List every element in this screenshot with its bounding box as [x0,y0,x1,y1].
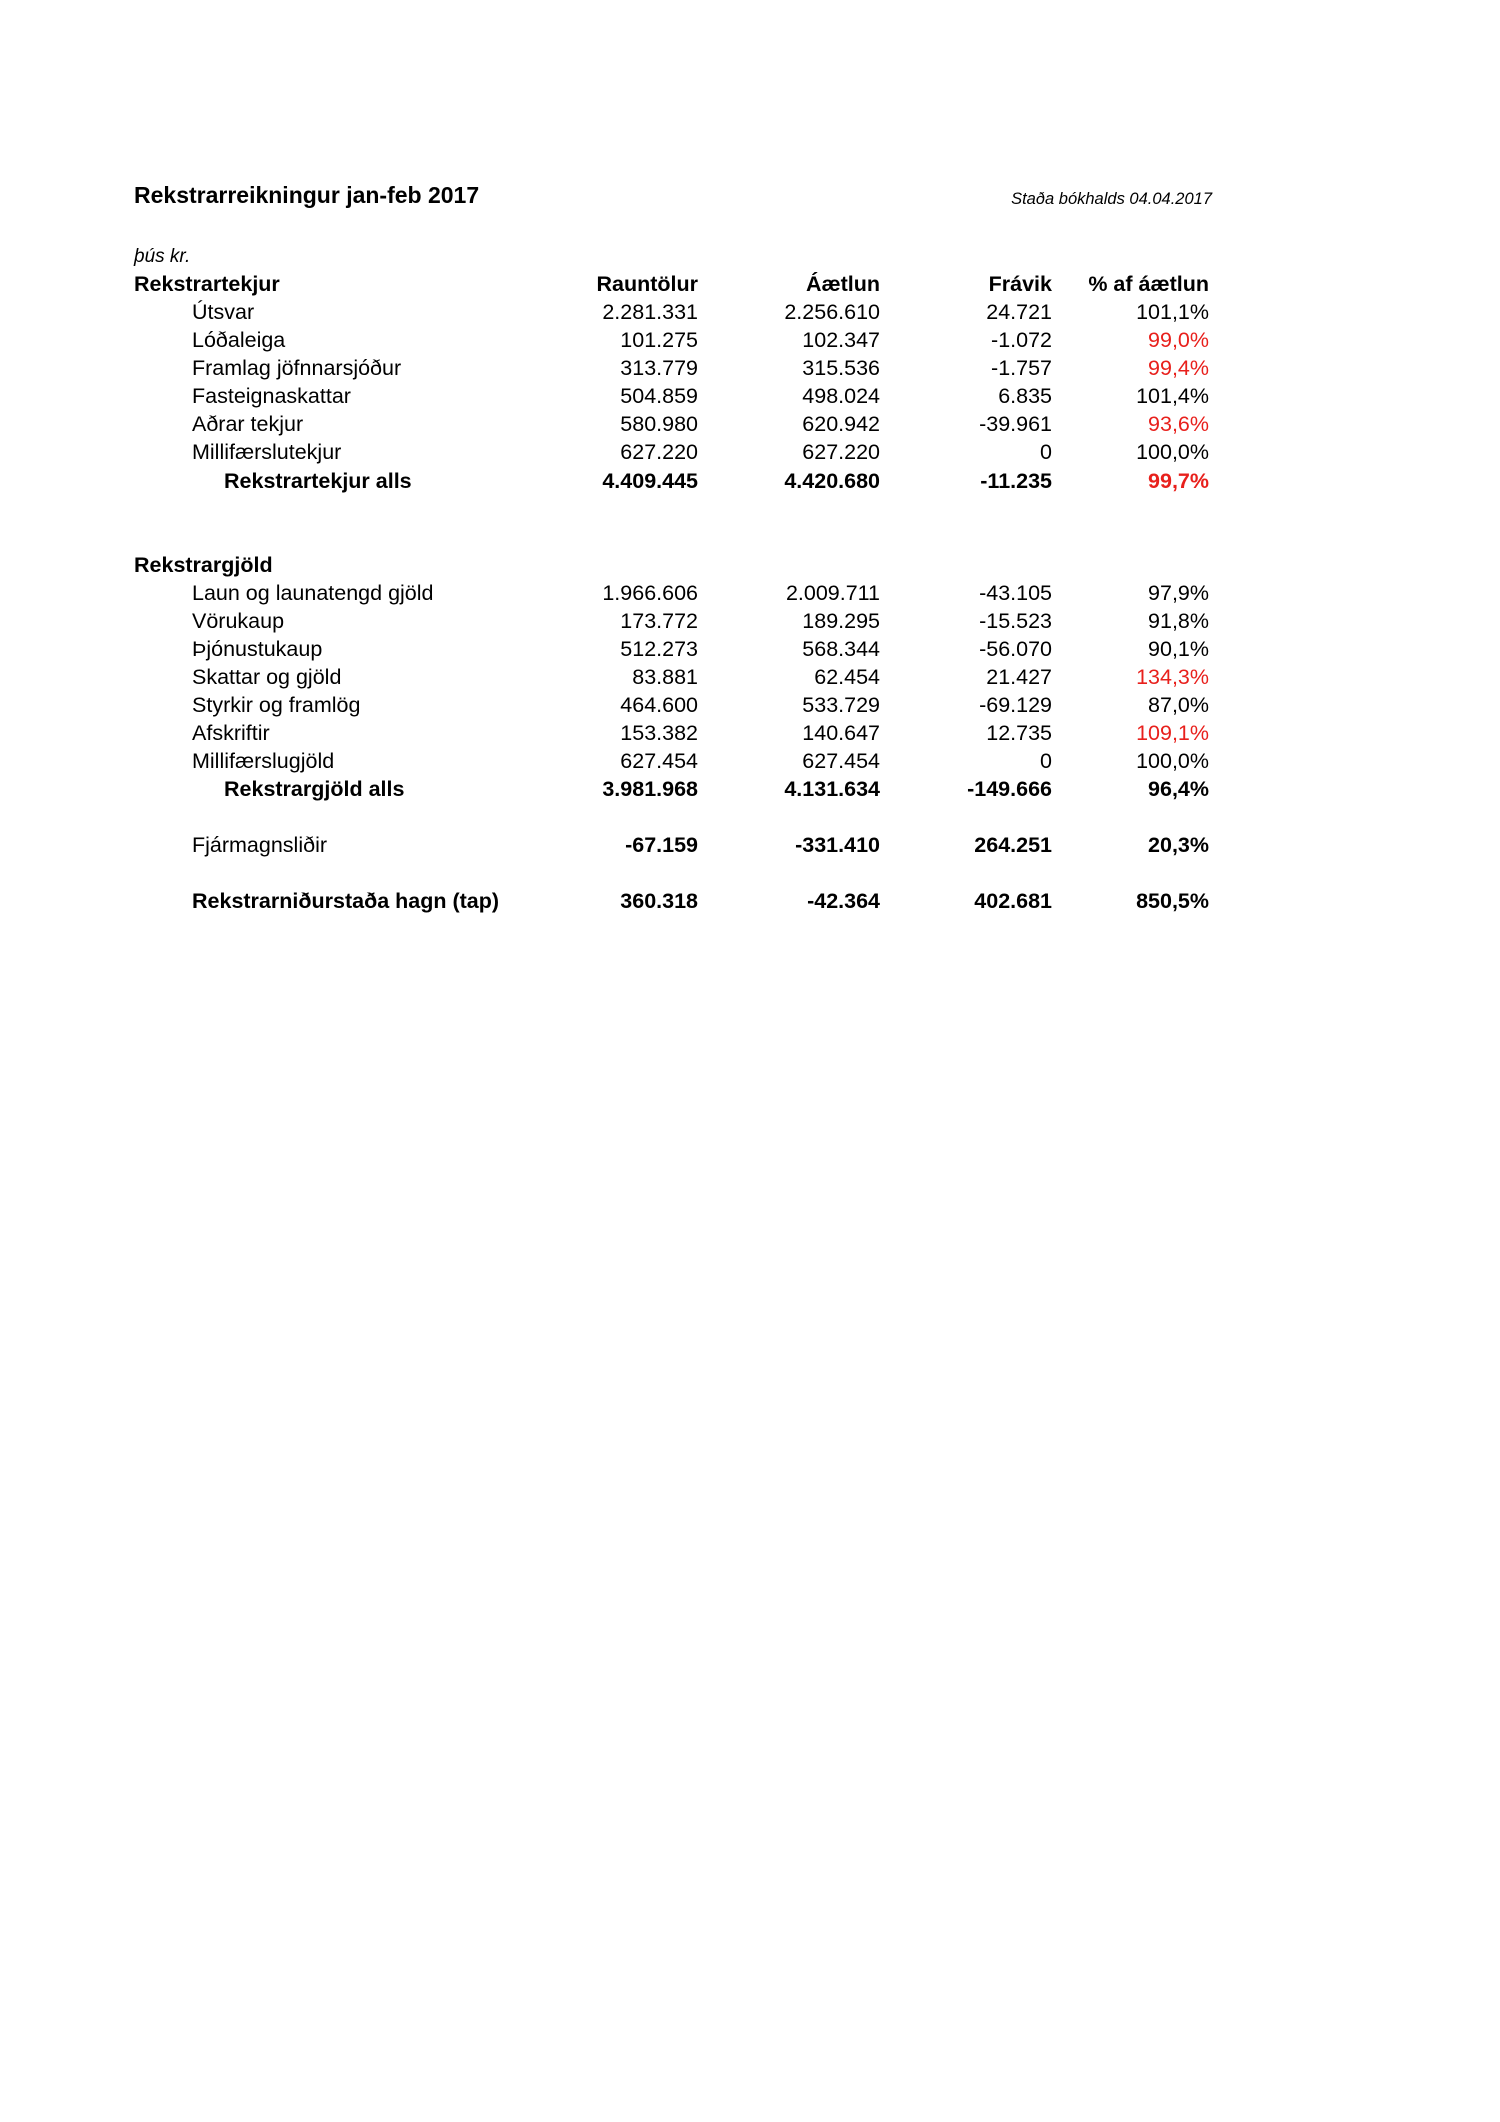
actual-value: 101.275 [620,328,698,352]
pct-value: 109,1% [1136,721,1209,745]
table-row [0,438,1500,466]
unit-label: þús kr. [134,246,191,267]
row-label: Þjónustukaup [192,637,323,661]
pct-value: 101,4% [1136,384,1209,408]
pct-value: 93,6% [1148,412,1209,436]
pct-value: 90,1% [1148,637,1209,661]
actual-value: 627.454 [620,749,698,773]
row-label: Fasteignaskattar [192,384,351,408]
row-label: Millifærslutekjur [192,440,342,464]
actual-value: 360.318 [620,889,698,913]
actual-value: 627.220 [620,440,698,464]
budget-value: 620.942 [802,412,880,436]
row-label: Afskriftir [192,721,270,745]
budget-value: 140.647 [802,721,880,745]
report-title: Rekstrarreikningur jan-feb 2017 [134,182,480,208]
row-label: Millifærslugjöld [192,749,335,773]
variance-value: 6.835 [998,384,1052,408]
table-row [0,663,1500,691]
variance-value: 12.735 [986,721,1052,745]
col-header-pct: % af áætlun [1088,272,1209,296]
row-label: Rekstrarniðurstaða hagn (tap) [192,889,500,913]
table-row [0,326,1500,354]
pct-value: 20,3% [1148,833,1209,857]
row-label: Styrkir og framlög [192,693,361,717]
pct-value: 97,9% [1148,581,1209,605]
pct-value: 100,0% [1136,440,1209,464]
income-total-row [0,467,1500,495]
actual-value: 3.981.968 [602,777,698,801]
actual-value: 83.881 [632,665,698,689]
pct-value: 134,3% [1136,665,1209,689]
actual-value: 2.281.331 [602,300,698,324]
row-label: Laun og launatengd gjöld [192,581,434,605]
row-label: Vörukaup [192,609,285,633]
table-row [0,719,1500,747]
variance-value: -43.105 [979,581,1052,605]
budget-value: 533.729 [802,693,880,717]
variance-value: -149.666 [967,777,1052,801]
budget-value: 2.256.610 [784,300,880,324]
table-row [0,579,1500,607]
actual-value: 313.779 [620,356,698,380]
col-header-variance: Frávik [988,272,1052,296]
budget-value: 189.295 [802,609,880,633]
pct-value: 91,8% [1148,609,1209,633]
budget-value: 627.220 [802,440,880,464]
pct-value: 850,5% [1136,889,1209,913]
variance-value: 24.721 [986,300,1052,324]
table-row [0,691,1500,719]
col-header-actual: Rauntölur [596,272,698,296]
pct-value: 99,4% [1148,356,1209,380]
variance-value: 0 [1040,749,1052,773]
variance-value: -11.235 [980,469,1052,493]
actual-value: 4.409.445 [602,469,698,493]
income-heading: Rekstrartekjur [134,272,280,296]
budget-value: 62.454 [814,665,880,689]
row-label: Lóðaleiga [192,328,286,352]
row-label: Aðrar tekjur [192,412,304,436]
row-label: Skattar og gjöld [192,665,342,689]
actual-value: 173.772 [620,609,698,633]
table-row [0,747,1500,775]
actual-value: 512.273 [620,637,698,661]
variance-value: -1.072 [991,328,1052,352]
expenses-header-row [0,551,1500,579]
pct-value: 96,4% [1148,777,1209,801]
status-date: Staða bókhalds 04.04.2017 [1011,190,1212,208]
variance-value: 264.251 [974,833,1052,857]
table-row [0,410,1500,438]
budget-value: 568.344 [802,637,880,661]
actual-value: -67.159 [625,833,698,857]
col-header-budget: Áætlun [805,272,880,296]
variance-value: 402.681 [974,889,1052,913]
variance-value: -56.070 [979,637,1052,661]
table-row [0,607,1500,635]
budget-value: -331.410 [795,833,880,857]
variance-value: -15.523 [979,609,1052,633]
variance-value: 0 [1040,440,1052,464]
actual-value: 1.966.606 [602,581,698,605]
row-label: Rekstrartekjur alls [224,469,412,493]
budget-value: 102.347 [802,328,880,352]
actual-value: 580.980 [620,412,698,436]
income-header-row [0,270,1500,298]
operating-result-row [0,887,1500,915]
table-row [0,635,1500,663]
actual-value: 504.859 [620,384,698,408]
variance-value: -39.961 [979,412,1052,436]
row-label: Fjármagnsliðir [192,833,328,857]
pct-value: 87,0% [1148,693,1209,717]
row-label: Rekstrargjöld alls [224,777,405,801]
financial-items-row [0,831,1500,859]
row-label: Útsvar [192,300,255,324]
variance-value: -69.129 [979,693,1052,717]
expenses-heading: Rekstrargjöld [134,553,273,577]
actual-value: 153.382 [620,721,698,745]
budget-value: 315.536 [802,356,880,380]
table-row [0,298,1500,326]
variance-value: -1.757 [991,356,1052,380]
pct-value: 99,0% [1148,328,1209,352]
table-row [0,382,1500,410]
variance-value: 21.427 [986,665,1052,689]
expenses-total-row [0,775,1500,803]
row-label: Framlag jöfnnarsjóður [192,356,402,380]
pct-value: 99,7% [1148,469,1209,493]
budget-value: 2.009.711 [785,581,880,605]
budget-value: 4.131.634 [784,777,880,801]
budget-value: 4.420.680 [784,469,880,493]
pct-value: 101,1% [1136,300,1209,324]
budget-value: 498.024 [802,384,880,408]
budget-value: 627.454 [802,749,880,773]
actual-value: 464.600 [620,693,698,717]
budget-value: -42.364 [807,889,880,913]
table-row [0,354,1500,382]
pct-value: 100,0% [1136,749,1209,773]
